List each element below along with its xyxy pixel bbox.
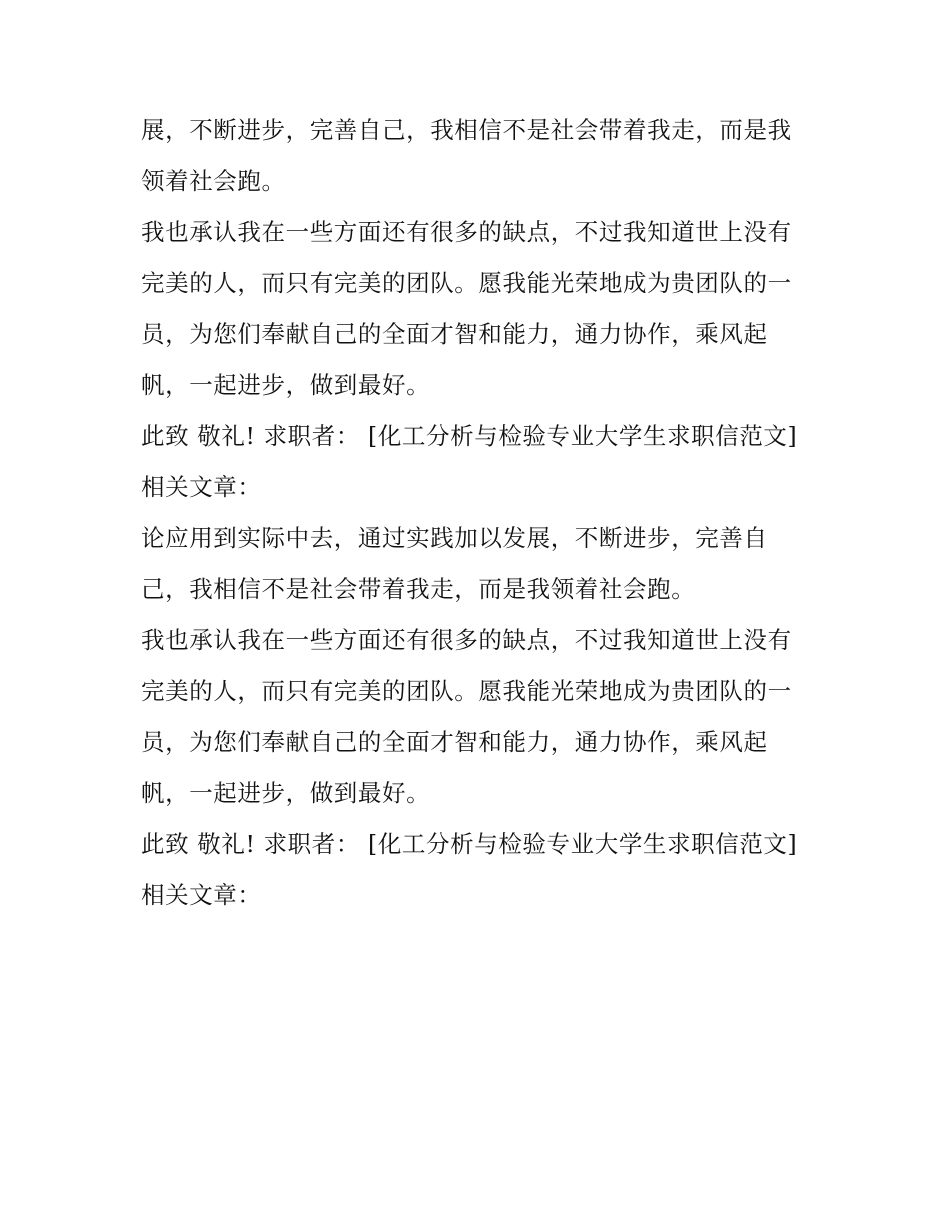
text-line: 论应用到实际中去，通过实践加以发展，不断进步，完善自: [141, 524, 768, 552]
text-line: 己，我相信不是社会带着我走，而是我领着社会跑。: [141, 575, 696, 603]
document-body: [141, 105, 821, 921]
text-line: 员，为您们奉献自己的全面才智和能力，通力协作，乘风起: [141, 728, 768, 756]
text-line: 展，不断进步，完善自己，我相信不是社会带着我走，而是我: [141, 116, 792, 144]
text-line: 领着社会跑。: [141, 167, 286, 195]
text-line: 完美的人，而只有完美的团队。愿我能光荣地成为贵团队的一: [141, 677, 792, 705]
text-line: 完美的人，而只有完美的团队。愿我能光荣地成为贵团队的一: [141, 269, 792, 297]
text-line: 我也承认我在一些方面还有很多的缺点，不过我知道世上没有: [141, 626, 792, 654]
text-line: 此致 敬礼! 求职者： [化工分析与检验专业大学生求职信范文]: [141, 422, 798, 450]
text-line: 帆，一起进步，做到最好。: [141, 371, 431, 399]
text-line: 我也承认我在一些方面还有很多的缺点，不过我知道世上没有: [141, 218, 792, 246]
text-line: 帆，一起进步，做到最好。: [141, 779, 431, 807]
text-line: 相关文章：: [141, 881, 262, 909]
text-line: 此致 敬礼! 求职者： [化工分析与检验专业大学生求职信范文]: [141, 830, 798, 858]
text-line: 员，为您们奉献自己的全面才智和能力，通力协作，乘风起: [141, 320, 768, 348]
text-line: 相关文章：: [141, 473, 262, 501]
